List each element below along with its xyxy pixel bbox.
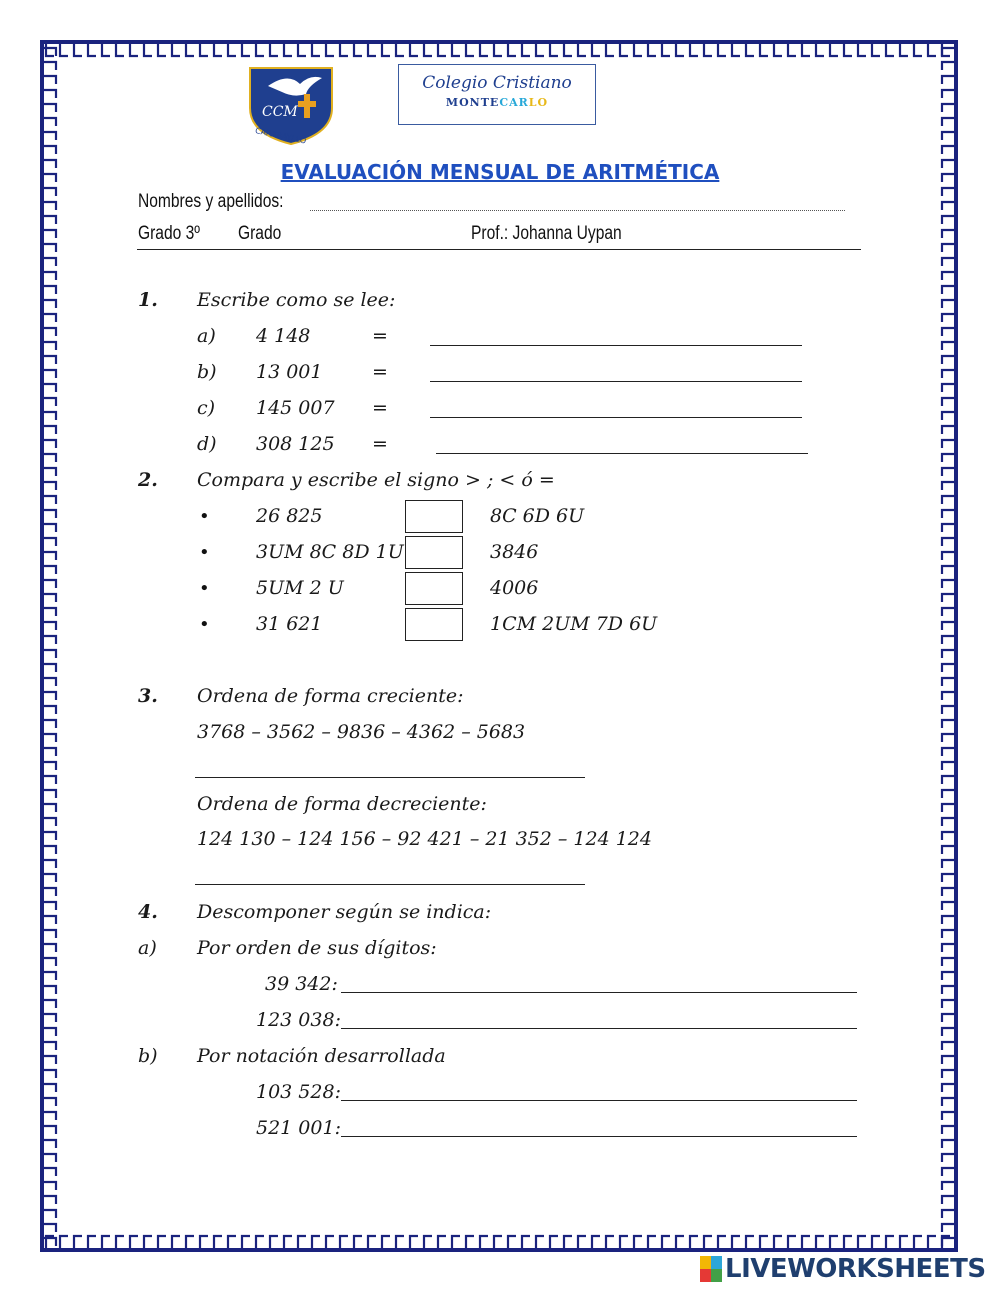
q2-bullet: •: [199, 542, 210, 563]
q1-answer-line[interactable]: [430, 381, 802, 382]
q4-a-label: Por orden de sus dígitos:: [197, 937, 437, 959]
q1-equals: =: [372, 433, 388, 455]
q1-letter: b): [197, 361, 217, 383]
q2-right-value: 1CM 2UM 7D 6U: [490, 613, 658, 635]
q2-instruction: Compara y escribe el signo > ; < ó =: [197, 469, 555, 491]
q4-number: 4.: [138, 901, 158, 923]
q3-desc-answer-line[interactable]: [195, 884, 585, 885]
q3-asc-numbers: 3768 – 3562 – 9836 – 4362 – 5683: [197, 721, 526, 743]
q2-sign-box[interactable]: [405, 572, 463, 605]
q1-answer-line[interactable]: [430, 417, 802, 418]
q4-b-item: 103 528:: [256, 1081, 341, 1103]
q2-bullet: •: [199, 506, 210, 527]
q1-value: 308 125: [256, 433, 335, 455]
q2-sign-box[interactable]: [405, 536, 463, 569]
q1-letter: a): [197, 325, 216, 347]
school-name-box: [398, 64, 596, 125]
q1-equals: =: [372, 397, 388, 419]
school-name-part3: LO: [528, 96, 549, 109]
q1-answer-line[interactable]: [430, 345, 802, 346]
q2-left-value: 5UM 2 U: [256, 577, 344, 599]
q2-sign-box[interactable]: [405, 500, 463, 533]
decorative-border: [40, 40, 958, 1252]
watermark-text: LIVEWORKSHEETS: [725, 1254, 986, 1284]
crest-initials: CCM: [262, 104, 298, 120]
q2-right-value: 3846: [490, 541, 539, 563]
exam-title: EVALUACIÓN MENSUAL DE ARITMÉTICA: [280, 160, 720, 184]
q2-right-value: 8C 6D 6U: [490, 505, 585, 527]
q3-asc-instruction: Ordena de forma creciente:: [197, 685, 464, 707]
grade-label: Grado 3º: [138, 223, 200, 244]
q2-left-value: 3UM 8C 8D 1U: [256, 541, 404, 563]
q4-b-letter: b): [138, 1045, 158, 1067]
school-name-line2: [399, 96, 595, 109]
q2-left-value: 26 825: [256, 505, 323, 527]
q1-value: 13 001: [256, 361, 323, 383]
q4-a-letter: a): [138, 937, 157, 959]
school-name-part1: MONTE: [445, 96, 500, 109]
q2-bullet: •: [199, 614, 210, 635]
q1-instruction: Escribe como se lee:: [197, 289, 396, 311]
q1-value: 4 148: [256, 325, 311, 347]
crest-caption: CARABAYLLO: [254, 126, 307, 146]
q4-answer-line[interactable]: [341, 1100, 857, 1101]
q4-answer-line[interactable]: [341, 992, 857, 993]
school-name-line1: Colegio Cristiano: [422, 73, 572, 93]
q2-right-value: 4006: [490, 577, 539, 599]
q4-b-item: 521 001:: [256, 1117, 341, 1139]
q3-desc-instruction: Ordena de forma decreciente:: [197, 793, 487, 815]
q3-number: 3.: [138, 685, 158, 707]
header-rule: [137, 249, 861, 250]
grade-word: Grado: [238, 223, 282, 244]
school-crest-logo: [248, 64, 344, 146]
q1-letter: d): [197, 433, 217, 455]
q1-letter: c): [197, 397, 216, 419]
q2-bullet: •: [199, 578, 210, 599]
q1-answer-line[interactable]: [436, 453, 808, 454]
q4-a-item: 39 342:: [265, 973, 338, 995]
q3-desc-numbers: 124 130 – 124 156 – 92 421 – 21 352 – 124 124: [197, 828, 652, 850]
border-pattern: [40, 40, 958, 1252]
liveworksheets-watermark: [700, 1254, 986, 1284]
liveworksheets-logo-icon: [700, 1256, 722, 1282]
q2-left-value: 31 621: [256, 613, 323, 635]
school-name-part2: CAR: [499, 96, 529, 109]
q1-equals: =: [372, 361, 388, 383]
q3-asc-answer-line[interactable]: [195, 777, 585, 778]
names-dotted-line[interactable]: [310, 210, 845, 211]
q1-value: 145 007: [256, 397, 335, 419]
q1-number: 1.: [138, 289, 158, 311]
q1-equals: =: [372, 325, 388, 347]
teacher-name: Prof.: Johanna Uypan: [471, 223, 622, 244]
q2-number: 2.: [138, 469, 158, 491]
q4-instruction: Descomponer según se indica:: [197, 901, 492, 923]
q2-sign-box[interactable]: [405, 608, 463, 641]
names-label: Nombres y apellidos:: [138, 191, 284, 212]
q4-b-label: Por notación desarrollada: [197, 1045, 446, 1067]
q4-answer-line[interactable]: [341, 1136, 857, 1137]
q4-answer-line[interactable]: [341, 1028, 857, 1029]
q4-a-item: 123 038:: [256, 1009, 341, 1031]
